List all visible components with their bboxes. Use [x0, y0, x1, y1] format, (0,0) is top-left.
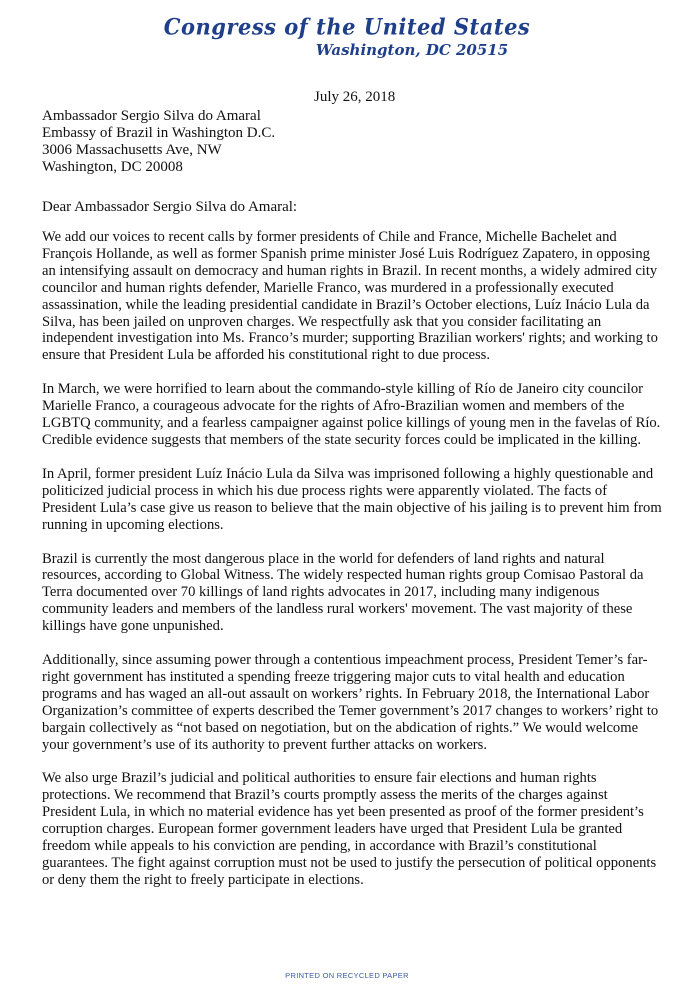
- paragraph: We also urge Brazil’s judicial and political authorities to ensure fair elections and human rights protections. We recommend that Brazil’s courts promptly assess the merits of the charges against President Lula, in which no material evidence has yet been presented as proof of the former president’s corruption charges. European former government leaders have urged that President Lula be granted freedom while appeals to his conviction are pending, in accordance with Brazil’s constitutional guarantees. The fight against corruption must not be used to justify the persecution of political opponents or deny them the right to freely participate in elections.: [42, 770, 657, 888]
- salutation: Dear Ambassador Sergio Silva do Amaral:: [42, 199, 298, 215]
- letterhead-location: Washington, DC 20515: [315, 41, 509, 59]
- letter-date: July 26, 2018: [314, 89, 396, 105]
- letter-body: [42, 229, 662, 906]
- paragraph: Additionally, since assuming power through a contentious impeachment process, President Temer’s far-right government has instituted a spending freeze triggering major cuts to vital health and education programs and has waged an all-out assault on workers’ rights. In February 2018, the International Labor Organization’s committee of experts described the Temer government’s 2017 changes to workers’ right to bargain collectively as “not based on negotiation, but on the abdication of rights.” We would welcome your government’s use of its authority to prevent further attacks on workers.: [42, 652, 659, 753]
- paragraph: In April, former president Luíz Inácio Lula da Silva was imprisoned following a highly questionable and politicized judicial process in which his due process rights were apparently violated. The facts of President Lula’s case give us reason to believe that the main objective of his jailing is to prevent him from running in upcoming elections.: [42, 465, 662, 533]
- recipient-city: Washington, DC 20008: [42, 159, 183, 175]
- letterhead: [0, 14, 694, 60]
- recipient-street: 3006 Massachusetts Ave, NW: [42, 142, 222, 158]
- recipient-organization: Embassy of Brazil in Washington D.C.: [42, 125, 276, 141]
- letterhead-title: Congress of the United States: [163, 13, 531, 40]
- recipient-name: Ambassador Sergio Silva do Amaral: [42, 108, 261, 124]
- paragraph: We add our voices to recent calls by former presidents of Chile and France, Michelle Bachelet and François Hollande, as well as former Spanish prime minister José Luis Rodríguez Zapatero, in opposing an intensifying assault on democracy and human rights in Brazil. In recent months, a widely admired city councilor and human rights defender, Marielle Franco, was murdered in a professionally executed assassination, while the leading presidential candidate in Brazil’s October elections, Luíz Inácio Lula da Silva, has been jailed on unproven charges. We respectfully ask that you consider facilitating an independent investigation into Ms. Franco’s murder; supporting Brazilian workers' rights; and working to ensure that President Lula be afforded his constitutional right to due process.: [42, 229, 658, 364]
- recipient-address: [42, 108, 275, 176]
- recycled-paper-notice: PRINTED ON RECYCLED PAPER: [285, 971, 409, 980]
- paragraph: Brazil is currently the most dangerous place in the world for defenders of land rights and natural resources, according to Global Witness. The widely respected human rights group Comisao Pastoral da Terra documented over 70 killings of land rights advocates in 2017, including many indigenous community leaders and members of the landless rural workers' movement. The vast majority of these killings have gone unpunished.: [42, 550, 644, 635]
- paragraph: In March, we were horrified to learn about the commando-style killing of Río de Janeiro city councilor Marielle Franco, a courageous advocate for the rights of Afro-Brazilian women and members of the LGBTQ community, and a fearless campaigner against police killings of young men in the favelas of Río. Credible evidence suggests that members of the state security forces could be implicated in the killing.: [42, 381, 661, 448]
